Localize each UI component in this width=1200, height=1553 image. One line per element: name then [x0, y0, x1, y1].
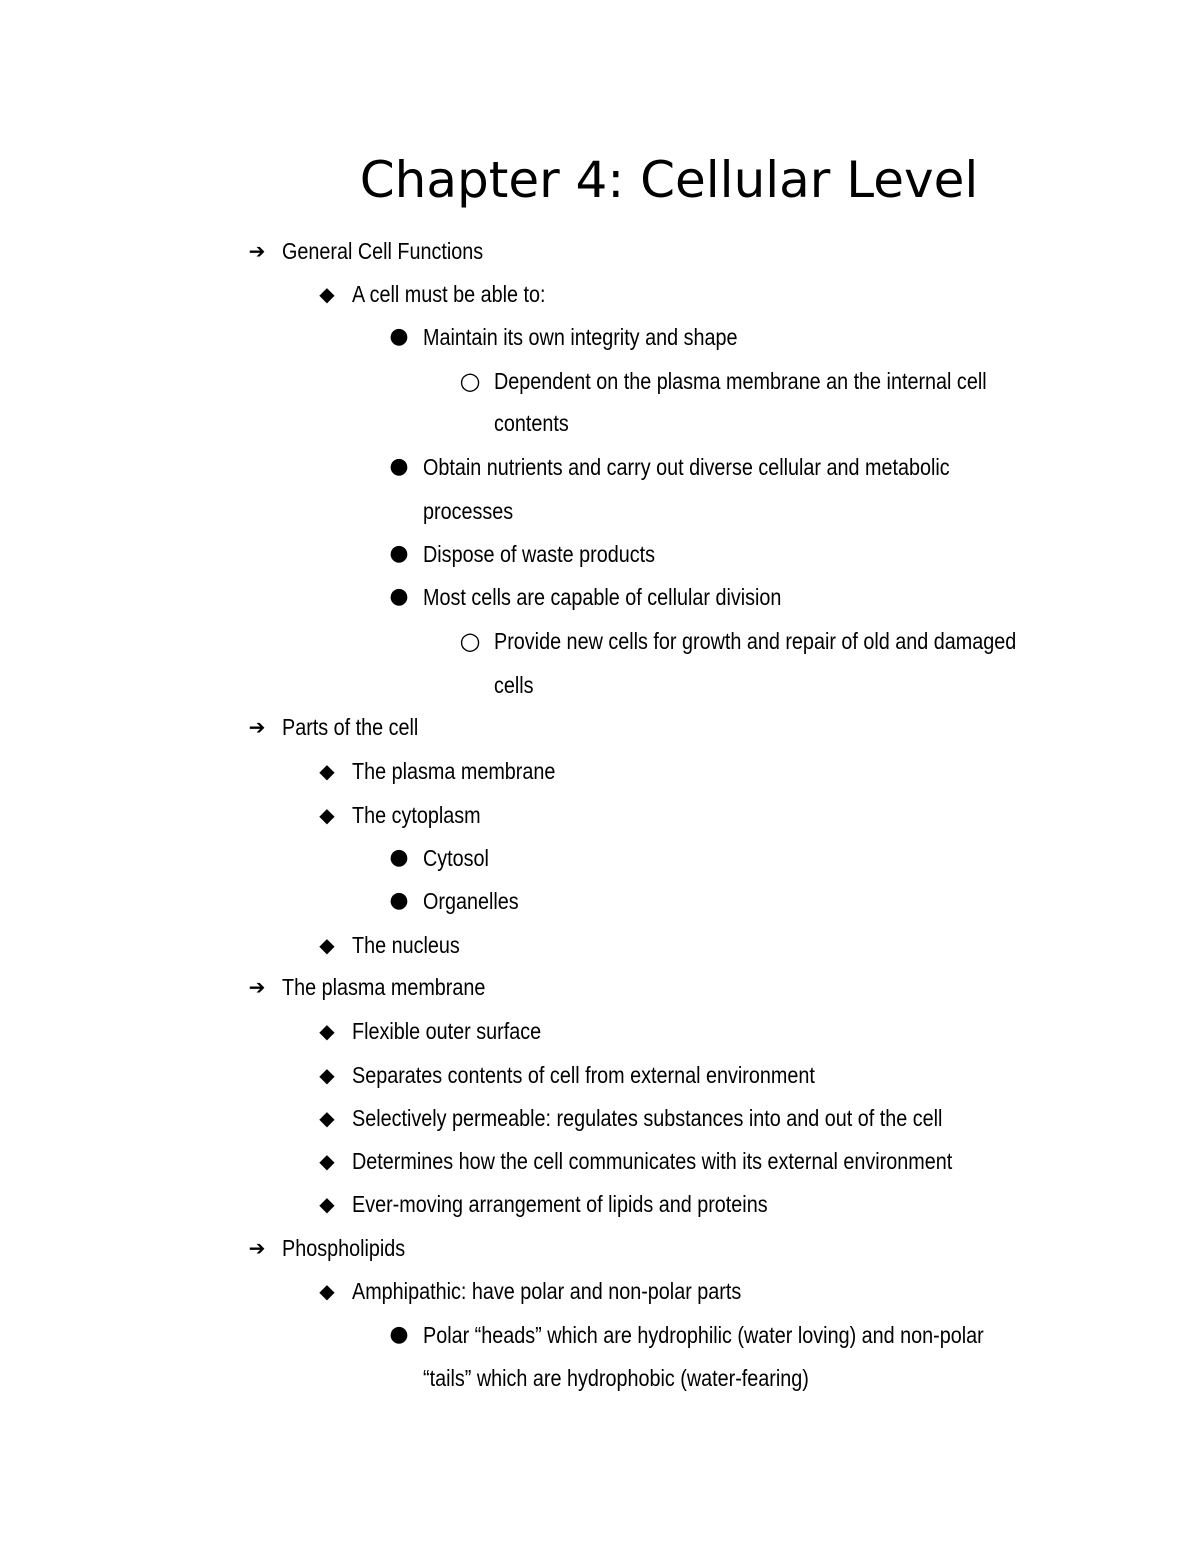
bullet-level3-icon: ● [389, 324, 409, 349]
list-item-continuation [494, 408, 581, 438]
list-item-text: General Cell Functions [282, 238, 484, 264]
list-item-text: Phospholipids [282, 1235, 406, 1261]
list-item-text: Most cells are capable of cellular division [423, 584, 782, 610]
list-item [282, 712, 441, 742]
list-item-text: Selectively permeable: regulates substances into and out of the cell [352, 1105, 943, 1131]
list-item-text: Flexible outer surface [352, 1018, 542, 1044]
list-item [352, 930, 477, 960]
bullet-level3-icon: ● [389, 888, 409, 913]
bullet-level2-icon: ◆ [319, 1106, 335, 1130]
list-item [494, 366, 1067, 396]
list-item-text: Obtain nutrients and carry out diverse cellular and metabolic [423, 454, 950, 480]
list-item [352, 279, 577, 309]
list-item-text: A cell must be able to: [352, 281, 546, 307]
list-item [352, 1146, 1050, 1176]
list-item-text: Ever-moving arrangement of lipids and proteins [352, 1191, 768, 1217]
list-item-text: Separates contents of cell from external environment [352, 1062, 815, 1088]
list-item-text: processes [423, 498, 514, 524]
list-item [352, 1189, 835, 1219]
bullet-level2-icon: ◆ [319, 1063, 335, 1087]
bullet-level2-icon: ◆ [319, 1192, 335, 1216]
list-item [352, 1103, 1039, 1133]
list-item-text: The plasma membrane [352, 758, 556, 784]
bullet-level2-icon: ◆ [319, 759, 335, 783]
list-item-text: Dispose of waste products [423, 541, 655, 567]
bullet-level2-icon: ◆ [319, 1019, 335, 1043]
list-item-text: contents [494, 410, 569, 436]
bullet-level1-icon: ➔ [248, 239, 266, 263]
bullet-level3-icon: ● [389, 454, 409, 479]
list-item [423, 322, 789, 352]
bullet-level2-icon: ◆ [319, 1279, 335, 1303]
list-item [282, 236, 516, 266]
bullet-level3-icon: ● [389, 1322, 409, 1347]
bullet-level2-icon: ◆ [319, 803, 335, 827]
list-item-text: Dependent on the plasma membrane an the internal cell [494, 368, 987, 394]
list-item [423, 886, 534, 916]
page-title: Chapter 4: Cellular Level [359, 151, 979, 209]
bullet-level3-icon: ● [389, 584, 409, 609]
bullet-level1-icon: ➔ [248, 1236, 266, 1260]
bullet-level2-icon: ◆ [319, 933, 335, 957]
list-item-text: Amphipathic: have polar and non-polar parts [352, 1278, 742, 1304]
bullet-level1-icon: ➔ [248, 975, 266, 999]
list-item-text: Determines how the cell communicates with its external environment [352, 1148, 953, 1174]
list-item-text: Polar “heads” which are hydrophilic (water loving) and non-polar [423, 1322, 984, 1348]
bullet-level1-icon: ➔ [248, 715, 266, 739]
list-item [282, 972, 519, 1002]
list-item-text: Maintain its own integrity and shape [423, 324, 738, 350]
bullet-level4-icon: ○ [459, 367, 481, 395]
list-item [352, 1276, 805, 1306]
list-item [423, 1320, 1075, 1350]
list-item [352, 800, 502, 830]
list-item [352, 756, 589, 786]
list-item-text: The cytoplasm [352, 802, 481, 828]
bullet-level3-icon: ● [389, 845, 409, 870]
list-item [423, 582, 840, 612]
list-item-text: “tails” which are hydrophobic (water-fearing) [423, 1365, 809, 1391]
list-item-text: cells [494, 672, 534, 698]
list-item [494, 626, 1101, 656]
list-item-text: Organelles [423, 888, 519, 914]
list-item [352, 1060, 890, 1090]
bullet-level2-icon: ◆ [319, 282, 335, 306]
list-item-text: The plasma membrane [282, 974, 486, 1000]
list-item-text: Provide new cells for growth and repair of old and damaged [494, 628, 1017, 654]
list-item-continuation [423, 496, 528, 526]
list-item-text: Cytosol [423, 845, 489, 871]
bullet-level2-icon: ◆ [319, 1149, 335, 1173]
list-item [282, 1233, 425, 1263]
list-item-continuation [494, 670, 540, 700]
list-item [352, 1016, 572, 1046]
list-item [423, 539, 693, 569]
list-item-text: Parts of the cell [282, 714, 419, 740]
list-item [423, 843, 500, 873]
bullet-level4-icon: ○ [459, 627, 481, 655]
bullet-level3-icon: ● [389, 541, 409, 566]
list-item-continuation [423, 1363, 872, 1393]
list-item [423, 452, 1035, 482]
list-item-text: The nucleus [352, 932, 460, 958]
